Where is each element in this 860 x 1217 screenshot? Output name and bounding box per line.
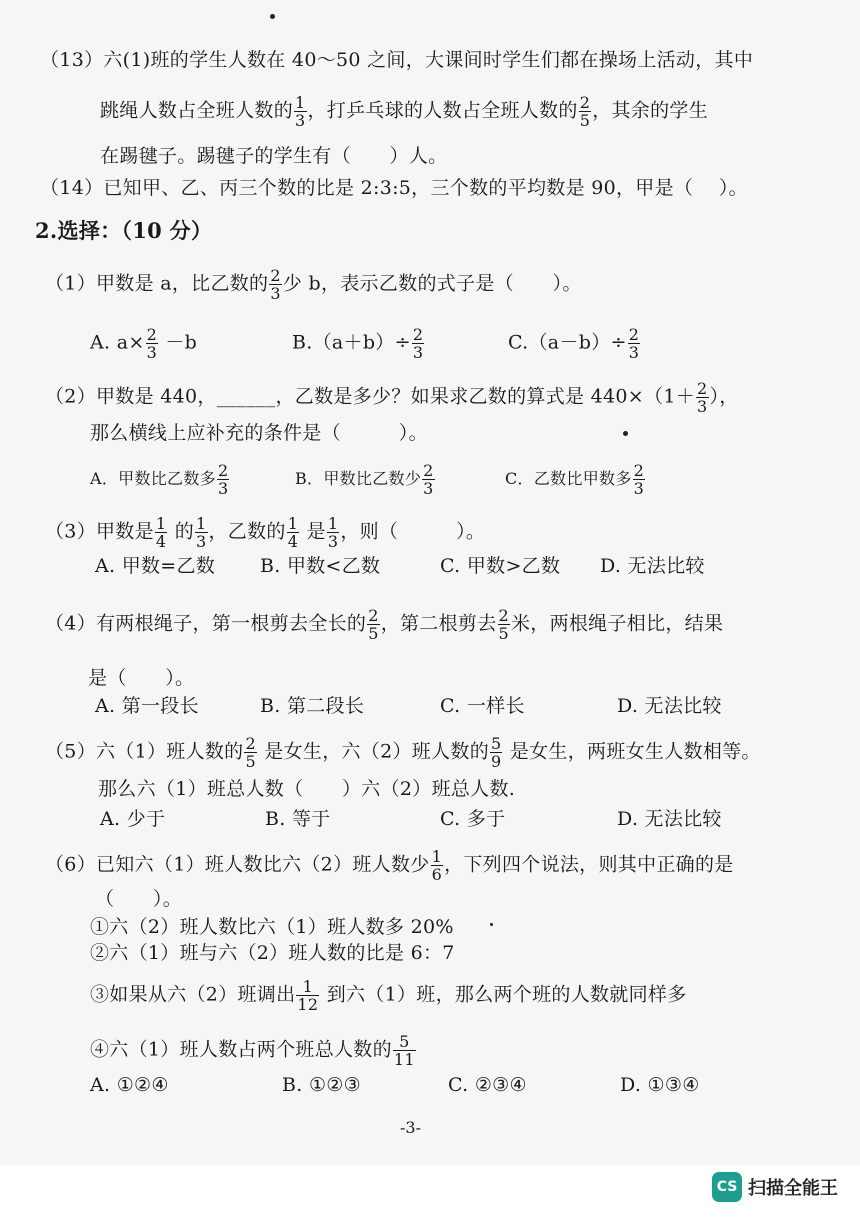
scan-speck — [623, 431, 628, 436]
c6-option-c: C. ②③④ — [448, 1074, 527, 1096]
c4-option-a: A. 第一段长 — [95, 695, 199, 717]
c2-option-c: C．乙数比甲数多 $\frac{2}{3}$ — [505, 461, 645, 498]
c6-option-d: D. ①③④ — [620, 1074, 700, 1096]
fraction: $\frac{2}{3}$ — [423, 461, 434, 498]
fraction: $\frac{5}{9}$ — [491, 734, 502, 771]
c3-option-b: B. 甲数<乙数 — [260, 555, 381, 577]
fraction: $\frac{2}{5}$ — [579, 93, 591, 130]
fraction: $\frac{2}{3}$ — [633, 461, 645, 498]
c4-option-d: D. 无法比较 — [617, 695, 722, 717]
fraction: $\frac{1}{3}$ — [327, 514, 339, 551]
c5-line2: 那么六（1）班总人数（ ）六（2）班总人数. — [98, 778, 516, 800]
q13-line3: 在踢毽子。踢毽子的学生有（ ）人。 — [100, 145, 448, 167]
c4-option-c: C. 一样长 — [440, 695, 525, 717]
camscanner-logo-icon: CS — [712, 1172, 742, 1202]
c6-statement-4: ④六（1）班人数占两个班总人数的 $\frac{5}{11}$ — [90, 1032, 415, 1069]
fraction: $\frac{2}{3}$ — [412, 325, 424, 362]
c1-option-b: B.（a＋b）÷ $\frac{2}{3}$ — [292, 325, 424, 362]
c2-option-a: A．甲数比乙数多 $\frac{2}{3}$ — [90, 461, 229, 498]
fraction: $\frac{1}{4}$ — [287, 514, 299, 551]
c6-statement-1: ①六（2）班人数比六（1）班人数多 20% — [90, 916, 454, 938]
c5-option-d: D. 无法比较 — [617, 808, 722, 830]
c2-line2: 那么横线上应补充的条件是（ ）。 — [90, 422, 428, 444]
c6-statement-2: ②六（1）班与六（2）班人数的比是 6：7 — [90, 942, 455, 964]
fraction: $\frac{2}{3}$ — [217, 461, 229, 498]
scan-speck — [490, 923, 493, 926]
c2-stem: （2）甲数是 440，______，乙数是多少？如果求乙数的算式是 440×（1＋ $\frac{2}{3}$ ）， — [45, 379, 739, 416]
q13-line1: （13）六(1)班的学生人数在 40～50 之间，大课间时学生们都在操场上活动，其中 — [40, 49, 754, 71]
c3-option-d: D. 无法比较 — [600, 555, 705, 577]
c6-stem: （6）已知六（1）班人数比六（2）班人数少 $\frac{1}{6}$ ，下列四个说法，则其中正确的是 — [45, 847, 734, 884]
c1-stem: （1）甲数是 a，比乙数的 $\frac{2}{3}$ 少 b，表示乙数的式子是（ ）。 — [45, 266, 582, 303]
section-heading: 2.选择：（10 分） — [35, 218, 213, 243]
c6-option-a: A. ①②④ — [90, 1074, 169, 1096]
c1-option-a: A. a× $\frac{2}{3}$ －b — [90, 325, 198, 362]
c3-option-c: C. 甲数>乙数 — [440, 555, 561, 577]
fraction: $\frac{1}{4}$ — [155, 514, 167, 551]
fraction: $\frac{2}{3}$ — [628, 325, 640, 362]
watermark-text: 扫描全能王 — [748, 1178, 838, 1199]
fraction: $\frac{2}{5}$ — [368, 606, 379, 643]
fraction: $\frac{1}{3}$ — [295, 93, 306, 130]
fraction: $\frac{2}{5}$ — [498, 606, 509, 643]
c3-stem: （3）甲数是 $\frac{1}{4}$ 的 $\frac{1}{3}$ ，乙数的 $\frac{1}{4}$ 是 $\frac{1}{3}$ ，则（ ）。 — [45, 514, 486, 551]
fraction: $\frac{1}{3}$ — [196, 514, 207, 551]
c6-option-b: B. ①②③ — [282, 1074, 361, 1096]
c5-option-b: B. 等于 — [265, 808, 331, 830]
q13-line2: 跳绳人数占全班人数的 $\frac{1}{3}$ ，打乒乓球的人数占全班人数的 $\frac{2}{5}$ ，其余的学生 — [100, 93, 708, 130]
c4-option-b: B. 第二段长 — [260, 695, 365, 717]
scan-speck — [270, 14, 275, 19]
fraction: $\frac{1}{12}$ — [297, 977, 319, 1014]
fraction: $\frac{1}{6}$ — [431, 847, 443, 884]
fraction: $\frac{2}{3}$ — [270, 266, 281, 303]
fraction: $\frac{2}{3}$ — [697, 379, 708, 416]
scanner-watermark — [712, 1172, 838, 1202]
c6-line2: （ ）。 — [95, 888, 183, 910]
page-number: -3- — [400, 1118, 421, 1137]
c4-line2: 是（ ）。 — [88, 667, 195, 689]
c6-statement-3: ③如果从六（2）班调出 $\frac{1}{12}$ 到六（1）班，那么两个班的人数就同样多 — [90, 977, 687, 1014]
c4-stem: （4）有两根绳子，第一根剪去全长的 $\frac{2}{5}$ ，第二根剪去 $\frac{2}{5}$ 米，两根绳子相比，结果 — [45, 606, 724, 643]
c5-option-a: A. 少于 — [100, 808, 166, 830]
fraction: $\frac{2}{3}$ — [146, 325, 158, 362]
c1-option-c: C.（a－b）÷ $\frac{2}{3}$ — [508, 325, 640, 362]
c5-stem: （5）六（1）班人数的 $\frac{2}{5}$ 是女生，六（2）班人数的 $\frac{5}{9}$ 是女生，两班女生人数相等。 — [45, 734, 761, 771]
fraction: $\frac{5}{11}$ — [393, 1032, 415, 1069]
q14-line: （14）已知甲、乙、丙三个数的比是 2:3:5，三个数的平均数是 90，甲是（ ）。 — [40, 177, 748, 199]
c2-option-b: B．甲数比乙数少 $\frac{2}{3}$ — [295, 461, 434, 498]
c5-option-c: C. 多于 — [440, 808, 506, 830]
c3-option-a: A. 甲数=乙数 — [95, 555, 216, 577]
fraction: $\frac{2}{5}$ — [245, 734, 256, 771]
